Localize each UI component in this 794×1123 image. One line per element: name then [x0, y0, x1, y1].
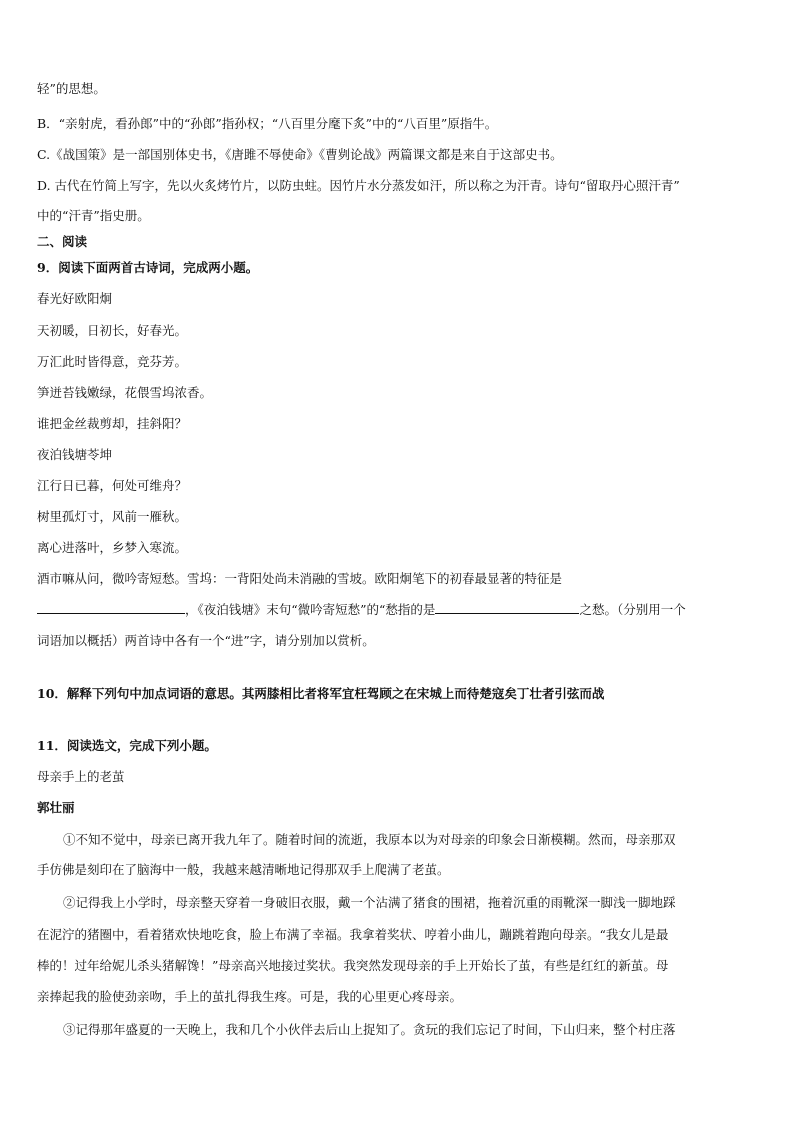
section-heading: 二、阅读: [37, 234, 88, 249]
paragraph-line: 手仿佛是刻印在了脑海中一般，我越来越清晰地记得那双手上爬满了老茧。: [37, 862, 450, 877]
paragraph-line: 亲捧起我的脸使劲亲吻，手上的茧扎得我生疼。可是，我的心里更心疼母亲。: [37, 989, 463, 1004]
poem-line: 万汇此时皆得意，竞芬芳。: [37, 354, 188, 369]
poem-line: 天初暖，日初长，好春光。: [37, 323, 188, 338]
text-line: 轻”的思想。: [37, 81, 106, 96]
question-11: 11．阅读选文，完成下列小题。: [37, 738, 217, 753]
question-10: 10．解释下列句中加点词语的意思。其两膝相比者将军宜枉驾顾之在宋城上而待楚寇矣丁壮者引弦而战: [37, 686, 605, 701]
poem-line: 江行日已暮，何处可维舟？: [37, 478, 188, 493]
poem-line: 谁把金丝裁剪却，挂斜阳？: [37, 416, 188, 431]
text-line: 词语加以概括）两首诗中各有一个“进”字，请分别加以赏析。: [37, 633, 375, 648]
poem-title: 夜泊钱塘苓坤: [37, 447, 113, 462]
article-title: 母亲手上的老茧: [37, 769, 125, 784]
question-9: 9．阅读下面两首古诗词，完成两小题。: [37, 260, 259, 275]
option-c: C.《战国策》是一部国别体史书，《唐雎不辱使命》《曹刿论战》两篇课文都是来自于这部史书。: [37, 147, 563, 162]
paragraph-line: 棒的！过年给妮儿杀头猪解馋！”母亲高兴地接过奖状。我突然发现母亲的手上开始长了茧，有些是红红的新茧。母: [37, 958, 669, 973]
poem-line: 笋迸苔钱嫩绿，花偎雪坞浓香。: [37, 385, 213, 400]
paragraph-line: ③记得那年盛夏的一天晚上，我和几个小伙伴去后山上捉知了。贪玩的我们忘记了时间，下山归来，整个村庄落: [63, 1022, 676, 1037]
option-b: B．“亲射虎，看孙郎”中的“孙郎”指孙权；“八百里分麾下炙”中的“八百里”原指牛。: [37, 116, 498, 131]
poem-line: 酒市嘛从问，微吟寄短愁。雪坞：一背阳处尚未消融的雪坡。欧阳炯笔下的初春最显著的特征是: [37, 571, 563, 586]
paragraph-line: ②记得我上小学时，母亲整天穿着一身破旧衣服，戴一个沾满了猪食的围裙，拖着沉重的雨靴深一脚浅一脚地踩: [63, 895, 676, 910]
poem-line: 离心进落叶，乡梦入寒流。: [37, 540, 188, 555]
poem-line: 树里孤灯寸，风前一雁秋。: [37, 509, 188, 524]
answer-blank: [37, 601, 185, 614]
paragraph-line: ①不知不觉中，母亲已离开我九年了。随着时间的流逝，我原本以为对母亲的印象会日渐模糊。然而，母亲那双: [63, 832, 676, 847]
fill-blank-line: ，《夜泊钱塘》末句“微吟寄短愁”的“愁指的是 之愁。（分别用一个: [37, 601, 686, 619]
article-author: 郭壮丽: [37, 800, 75, 815]
option-d: D. 古代在竹简上写字，先以火炙烤竹片，以防虫蛀。因竹片水分蒸发如汗，所以称之为汗青。诗句“留取丹心照汗青”: [37, 178, 680, 193]
paragraph-line: 在泥泞的猪圈中，看着猪欢快地吃食，脸上布满了幸福。我拿着奖状、哼着小曲儿，蹦跳着跑向母亲。“我女儿是最: [37, 927, 669, 942]
text-line: 中的“汗青”指史册。: [37, 208, 150, 223]
answer-blank: [435, 601, 579, 614]
poem-title: 春光好欧阳炯: [37, 291, 113, 306]
